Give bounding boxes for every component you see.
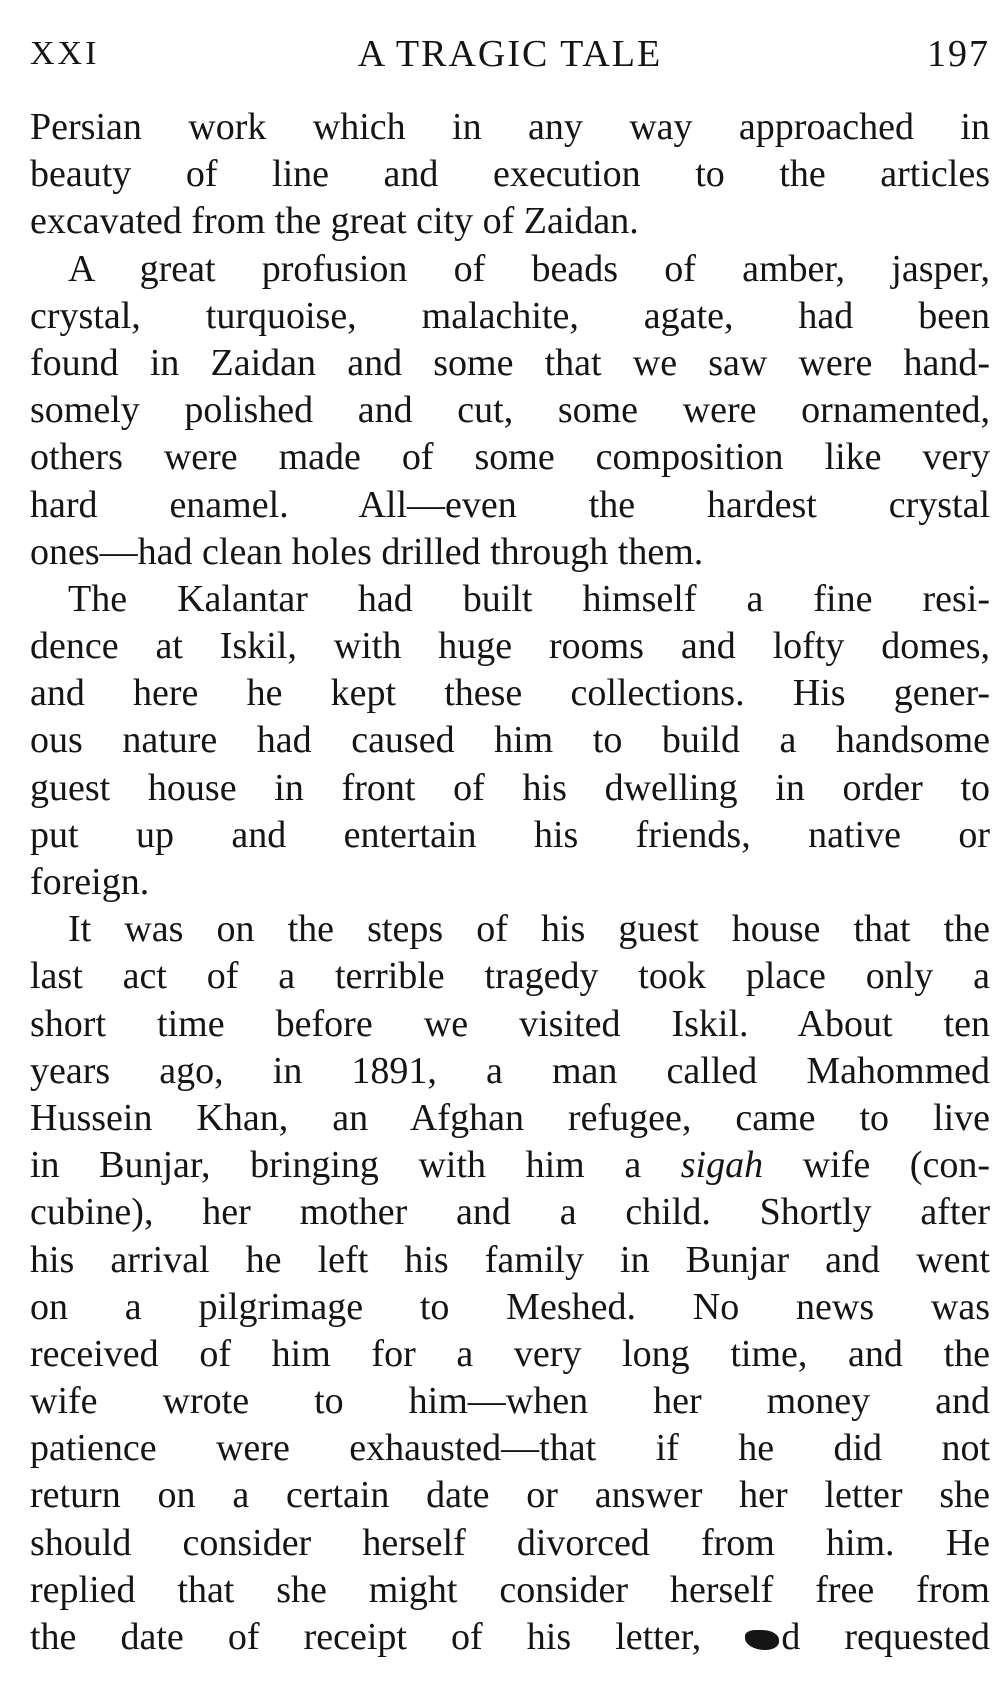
text-line: return on a certain date or answer her letter she [30,1474,990,1517]
text-segment: d requested [781,1616,990,1658]
text-line [30,1142,990,1189]
text-line: Persian work which in any way approached in [30,106,990,148]
text-line: others were made of some composition like very [30,436,990,479]
text-line: It was on the steps of his guest house that the [68,908,990,951]
text-line [30,1614,990,1661]
text-line: guest house in front of his dwelling in order to [30,766,990,809]
text-line: dence at Iskil, with huge rooms and lofty domes, [30,625,990,668]
running-title: A TRAGIC TALE [357,33,663,75]
text-segment: the date of receipt of his letter, [30,1616,746,1658]
text-line: replied that she might consider herself free from [30,1568,990,1611]
text-line: last act of a terrible tragedy took place only a [30,955,990,998]
text-line: wife wrote to him—when her money and [30,1380,990,1423]
text-line: ous nature had caused him to build a handsome [30,719,990,762]
text-line: patience were exhausted—that if he did not [30,1427,990,1470]
chapter-number: XXI [30,35,100,72]
text-line: years ago, in 1891, a man called Mahommed [30,1049,990,1092]
running-head [30,26,990,82]
text-line: found in Zaidan and some that we saw were hand- [30,341,990,384]
text-line: excavated from the great city of Zaidan. [30,200,639,243]
italic-term: sigah [680,1144,764,1187]
text-line: on a pilgrimage to Meshed. No news was [30,1285,990,1328]
text-line: should consider herself divorced from him. He [30,1521,990,1564]
text-segment: in Bunjar, bringing with him a [30,1144,681,1187]
body-text [30,104,990,1661]
text-line: ones—had clean holes drilled through them. [30,530,704,573]
text-line: beauty of line and execution to the articles [30,153,990,196]
text-line: cubine), her mother and a child. Shortly after [30,1191,990,1234]
text-line: his arrival he left his family in Bunjar and went [30,1238,990,1281]
text-segment: wife (con- [763,1144,990,1187]
text-line: short time before we visited Iskil. About ten [30,1002,990,1045]
ink-blot [745,1630,779,1650]
text-line: put up and entertain his friends, native or [30,813,990,856]
text-line: foreign. [30,861,150,903]
text-line: received of him for a very long time, and the [30,1332,990,1375]
text-line: The Kalantar had built himself a fine resi- [68,577,990,620]
page-number: 197 [927,33,990,75]
text-line: crystal, turquoise, malachite, agate, had been [30,294,990,337]
text-line: hard enamel. All—even the hardest crystal [30,483,990,526]
text-line: Hussein Khan, an Afghan refugee, came to live [30,1096,990,1139]
book-page [30,0,990,1703]
text-line: and here he kept these collections. His gener- [30,672,990,715]
text-line: A great profusion of beads of amber, jasper, [68,247,990,290]
text-line: somely polished and cut, some were ornamented, [30,389,990,432]
